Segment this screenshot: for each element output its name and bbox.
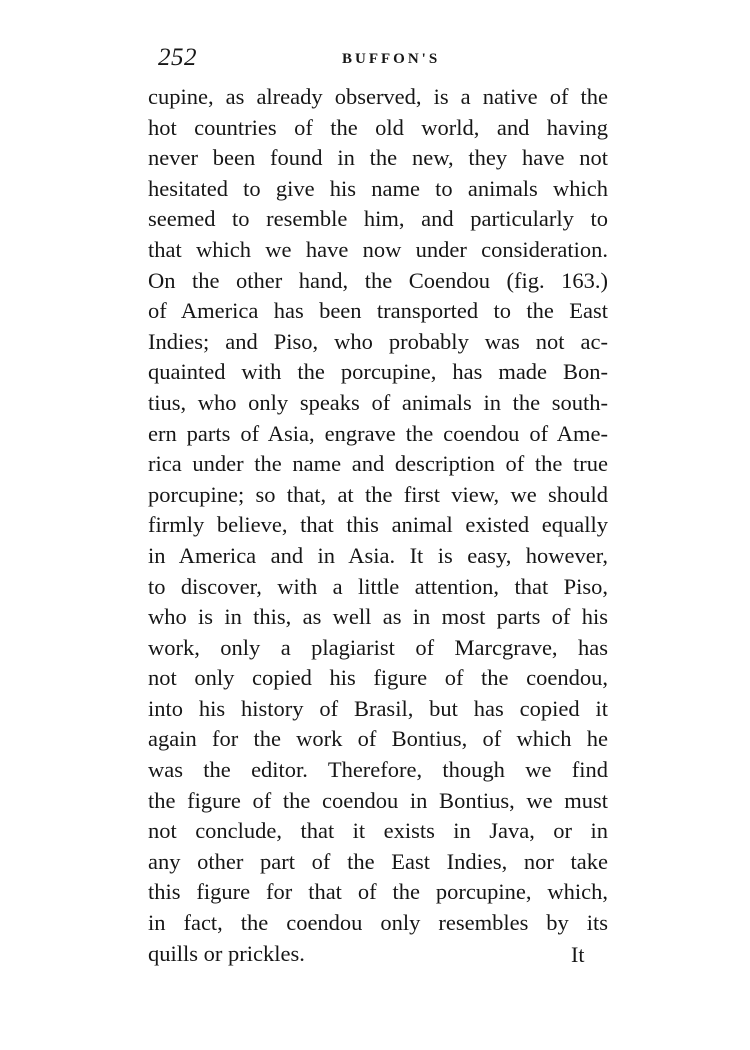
text-line: any other part of the East Indies, nor take — [148, 848, 608, 874]
text-line: seemed to resemble him, and particularly to — [148, 206, 608, 232]
text-line: porcupine; so that, at the first view, we should — [148, 481, 608, 507]
text-line: Indies; and Piso, who probably was not ac- — [148, 328, 608, 354]
text-line: rica under the name and description of the true — [148, 451, 608, 477]
body-text — [148, 82, 608, 969]
running-head — [158, 44, 608, 74]
text-line: never been found in the new, they have not — [148, 145, 608, 171]
text-line: work, only a plagiarist of Marcgrave, has — [148, 634, 608, 660]
text-line: cupine, as already observed, is a native of the — [148, 84, 608, 109]
text-line: again for the work of Bontius, of which he — [148, 726, 608, 752]
text-line: ern parts of Asia, engrave the coendou of Ame- — [148, 420, 608, 446]
text-line: hot countries of the old world, and having — [148, 114, 608, 140]
catchword: It — [571, 942, 585, 967]
text-line: quainted with the porcupine, has made Bon- — [148, 359, 608, 385]
text-line: in fact, the coendou only resembles by its — [148, 910, 608, 936]
text-line: the figure of the coendou in Bontius, we must — [148, 787, 608, 813]
text-line: hesitated to give his name to animals which — [148, 175, 608, 201]
text-line: was the editor. Therefore, though we find — [148, 757, 608, 783]
text-line: that which we have now under consideration. — [148, 236, 608, 262]
text-line: On the other hand, the Coendou (fig. 163.) — [148, 267, 608, 293]
text-line: quills or prickles. — [148, 940, 305, 966]
text-line: of America has been transported to the East — [148, 298, 608, 324]
running-title: BUFFON'S — [342, 51, 441, 67]
text-line: tius, who only speaks of animals in the south- — [148, 389, 608, 415]
text-line: firmly believe, that this animal existed equally — [148, 512, 608, 538]
text-line: not only copied his figure of the coendou, — [148, 665, 608, 691]
page-number: 252 — [158, 44, 197, 71]
text-line: this figure for that of the porcupine, which, — [148, 879, 608, 905]
text-line: who is in this, as well as in most parts of his — [148, 604, 608, 630]
text-line: in America and in Asia. It is easy, however, — [148, 542, 608, 568]
text-line: into his history of Brasil, but has copied it — [148, 695, 608, 721]
text-line: not conclude, that it exists in Java, or in — [148, 818, 608, 844]
text-line: to discover, with a little attention, that Piso, — [148, 573, 608, 599]
